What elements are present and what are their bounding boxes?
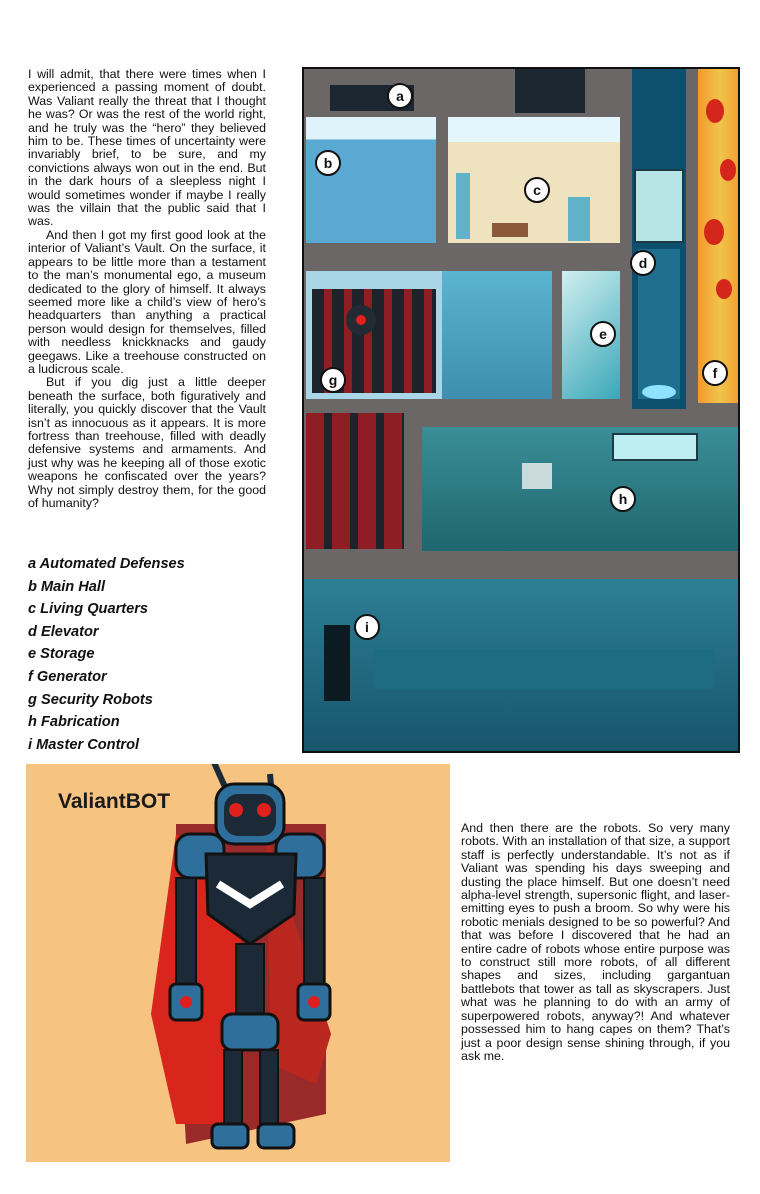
legend-item: b Main Hall bbox=[28, 578, 106, 595]
marker-f: f bbox=[702, 360, 728, 386]
room-fabrication bbox=[422, 427, 740, 551]
vault-cutaway-illustration bbox=[302, 67, 740, 753]
room-main-hall bbox=[306, 117, 436, 243]
marker-c: c bbox=[524, 177, 550, 203]
legend-item: e Storage bbox=[28, 646, 95, 663]
bot-title: ValiantBOT bbox=[58, 790, 171, 813]
legend-item: c Living Quarters bbox=[28, 601, 149, 618]
marker-e: e bbox=[590, 321, 616, 347]
marker-g: g bbox=[320, 367, 346, 393]
robot-figure bbox=[26, 764, 450, 1162]
legend-item: d Elevator bbox=[28, 623, 99, 640]
paragraph: I will admit, that there were times when I experienced a passing moment of doubt. Was Valiant really the threat that I thought he was? Or was the rest of the world right, and he truly was the “hero” they believed him to be. These times of uncertainty were invariably brief, to be sure, and my convictions always won out in the end. But in the dark hours of a sleepless night I would sometimes wonder if maybe I really was the villain that the public said that I was. bbox=[28, 67, 266, 229]
paragraph: And then I got my first good look at the interior of Valiant’s Vault. On the surface, it appears to be little more than a testament to the man’s monumental ego, a museum dedicated to the glory of himself. It always seemed more like a child’s view of hero’s headquarters than anything a practical person would design for themselves, filled with needless knickknacks and gaudy geegaws. Like a treehouse constructed on a ludicrous scale. bbox=[28, 227, 266, 376]
marker-h: h bbox=[610, 486, 636, 512]
legend-item: a Automated Defenses bbox=[28, 556, 185, 572]
marker-d: d bbox=[630, 250, 656, 276]
legend-item: f Generator bbox=[28, 668, 107, 685]
article-body bbox=[28, 68, 266, 510]
room-generator bbox=[698, 69, 740, 403]
marker-a: a bbox=[387, 83, 413, 109]
room-master-control bbox=[304, 579, 740, 753]
marker-i: i bbox=[354, 614, 380, 640]
room-gallery-hall bbox=[442, 271, 552, 399]
room-robot-bay bbox=[306, 413, 404, 549]
legend-item: g Security Robots bbox=[28, 691, 153, 708]
paragraph: But if you dig just a little deeper beneath the surface, both figuratively and literally, you quickly discover that the Vault isn’t as innocuous as it appears. It is more fortress than treehouse, filled with deadly defensive systems and armaments. And just why was he keeping all of those exotic weapons he confiscated over the years? Why not simply destroy them, for the good of humanity? bbox=[28, 375, 266, 510]
valiantbot-illustration bbox=[26, 764, 450, 1162]
room-elevator bbox=[632, 69, 686, 409]
legend-item: h Fabrication bbox=[28, 714, 120, 731]
room-legend bbox=[28, 553, 278, 756]
legend-item: i Master Control bbox=[28, 736, 140, 753]
robots-paragraph: And then there are the robots. So very many robots. With an installation of that size, a support staff is perfectly understandable. It’s not as if Valiant was spending his days sweeping and dusting the place himself. But one doesn’t need alpha-level strength, supersonic flight, and laser-emitting eyes to push a broom. So why were his robotic menials designed to be so powerful? And that was before I discovered that he had an entire cadre of robots whose entire purpose was to construct still more robots, of all different shapes and sizes, including gargantuan battlebots that tower as tall as skyscrapers. Just what was he planning to do with an army of superpowered robots, anyway?! And whatever possessed him to hang capes on them? That’s just a poor design sense shining through, if you ask me. bbox=[461, 821, 730, 1063]
marker-b: b bbox=[315, 150, 341, 176]
room-automated-defenses-right bbox=[515, 69, 585, 113]
